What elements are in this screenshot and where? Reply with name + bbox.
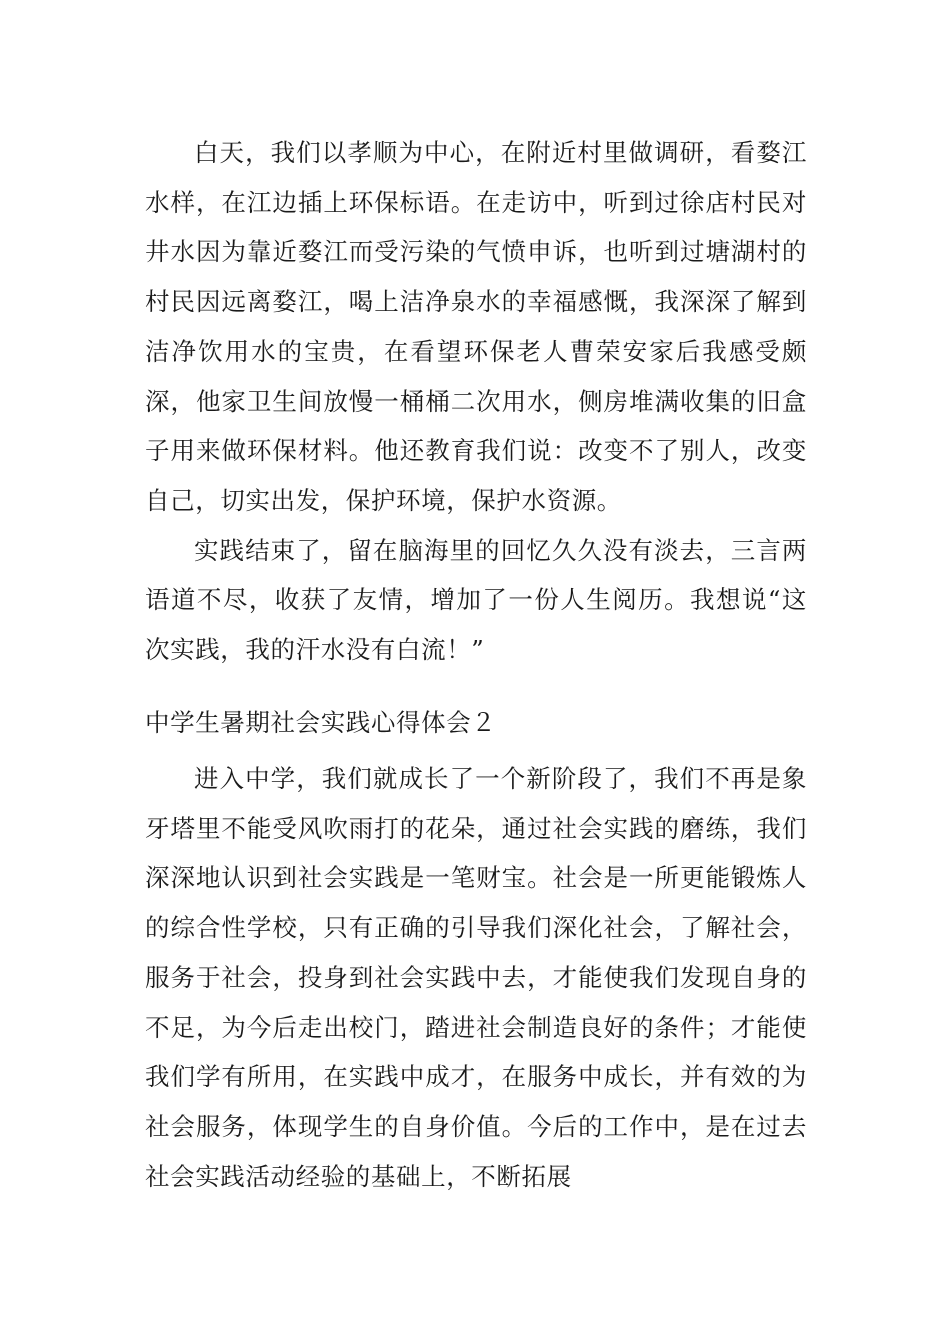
text-block-top [145, 128, 807, 675]
paragraph-practice-end: 实践结束了，留在脑海里的回忆久久没有淡去，三言两语道不尽，收获了友情，增加了一份人生阅历。我想说“这次实践，我的汗水没有白流！” [145, 535, 807, 665]
section-heading: 中学生暑期社会实践心得体会２ [145, 708, 497, 737]
text-block-bottom [145, 754, 807, 1201]
paragraph-daytime-survey: 白天，我们以孝顺为中心，在附近村里做调研，看婺江水样，在江边插上环保标语。在走访中，听到过徐店村民对井水因为靠近婺江而受污染的气愤申诉，也听到过塘湖村的村民因远离婺江，喝上洁净泉水的幸福感慨，我深深了解到洁净饮用水的宝贵，在看望环保老人曹荣安家后我感受颇深，他家卫生间放慢一桶桶二次用水，侧房堆满收集的旧盒子用来做环保材料。他还教育我们说：改变不了别人，改变自己，切实出发，保护环境，保护水资源。 [145, 138, 807, 515]
paragraph-entering-middle-school: 进入中学，我们就成长了一个新阶段了，我们不再是象牙塔里不能受风吹雨打的花朵，通过社会实践的磨练，我们深深地认识到社会实践是一笔财宝。社会是一所更能锻炼人的综合性学校，只有正确的引导我们深化社会，了解社会，服务于社会，投身到社会实践中去，才能使我们发现自身的不足，为今后走出校门，踏进社会制造良好的条件；才能使我们学有所用，在实践中成才，在服务中成长，并有效的为社会服务，体现学生的自身价值。今后的工作中，是在过去社会实践活动经验的基础上，不断拓展 [145, 764, 807, 1191]
